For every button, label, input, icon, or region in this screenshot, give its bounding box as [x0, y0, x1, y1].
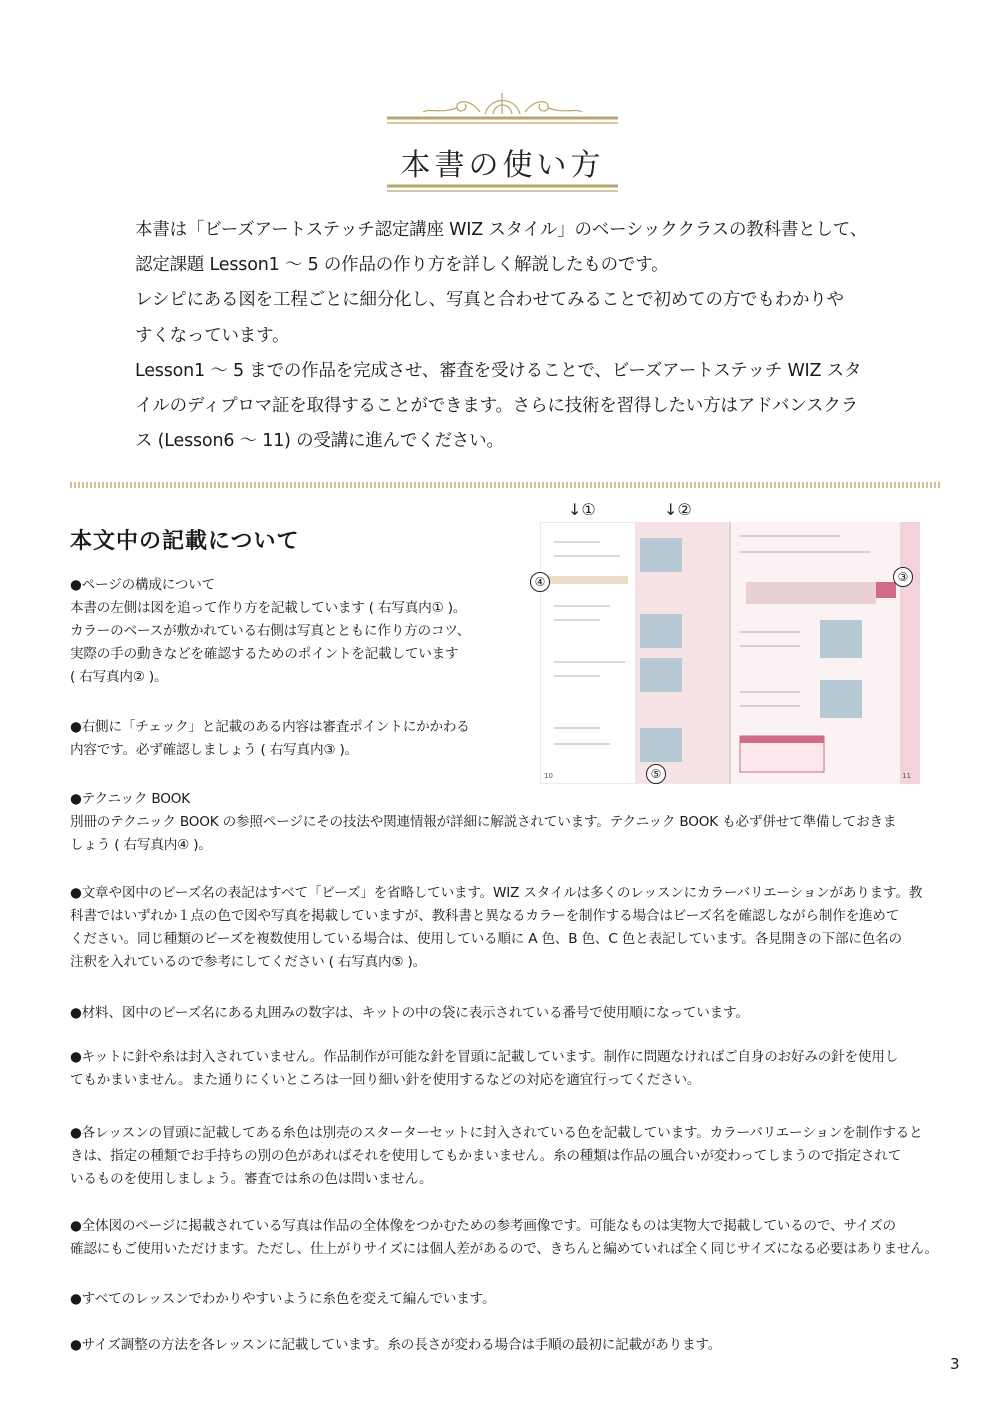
check-block	[70, 716, 510, 762]
section-divider	[70, 482, 942, 488]
block-line: ●すべてのレッスンでわかりやすいように糸色を変えて編んでいます。	[70, 1291, 496, 1307]
intro-paragraph	[135, 213, 895, 459]
block-line: 内容です。必ず確認しましょう ( 右写真内③ )。	[70, 742, 358, 758]
block-line: ( 右写真内② )。	[70, 669, 168, 685]
block-line: 本書の左側は図を追って作り方を記載しています ( 右写真内① )。	[70, 600, 467, 616]
marker-4: ④	[530, 572, 550, 592]
intro-line: Lesson1 ～ 5 までの作品を完成させ、審査を受けることで、ビーズアートステッチ WIZ スタ	[135, 360, 862, 381]
photos-block	[70, 1215, 945, 1261]
materials-block	[70, 1002, 945, 1025]
marker-2: ↓②	[664, 500, 692, 519]
block-line: きは、指定の種類でお手持ちの別の色があればそれを使用してもかまいません。糸の種類は作品の風合いが変わってしまうので指定されて	[70, 1148, 902, 1164]
block-line: 確認にもご使用いただけます。ただし、仕上がりサイズには個人差があるので、きちんと編めていれば全く同じサイズになる必要はありません。	[70, 1241, 938, 1257]
spread-left-page-number: 10	[544, 772, 553, 780]
block-line: ●キットに針や糸は封入されていません。作品制作が可能な針を冒頭に記載しています。制作に問題なければご自身のお好みの針を使用し	[70, 1049, 899, 1065]
spread-illustration	[540, 522, 920, 784]
marker-5: ⑤	[646, 764, 666, 784]
marker-1: ↓①	[568, 500, 596, 519]
block-line: 科書ではいずれか１点の色で図や写真を掲載していますが、教科書と異なるカラーを制作する場合はビーズ名を確認しながら制作を進めて	[70, 908, 900, 924]
block-line: 実際の手の動きなどを確認するためのポイントを記載しています	[70, 646, 459, 662]
intro-line: 本書は「ビーズアートステッチ認定講座 WIZ スタイル」のベーシッククラスの教科書として、	[135, 220, 868, 240]
block-line: ●文章や図中のビーズ名の表記はすべて「ビーズ」を省略しています。WIZ スタイルは多くのレッスンにカラーバリエーションがあります。教	[70, 885, 923, 901]
thread-block	[70, 1122, 945, 1191]
block-line: いるものを使用しましょう。審査では糸の色は問いません。	[70, 1171, 433, 1187]
intro-line: レシピにある図を工程ごとに細分化し、写真と合わせてみることで初めての方でもわかりや	[135, 290, 844, 311]
page-structure-block	[70, 574, 510, 689]
section-title: 本文中の記載について	[70, 528, 300, 554]
intro-line: すくなっています。	[135, 325, 290, 346]
block-line: ●サイズ調整の方法を各レッスンに記載しています。糸の長さが変わる場合は手順の最初に記載があります。	[70, 1337, 722, 1353]
technique-block	[70, 788, 945, 857]
intro-line: ス (Lesson6 ～ 11) の受講に進んでください。	[135, 431, 504, 452]
block-line: カラーのベースが敷かれている右側は写真とともに作り方のコツ、	[70, 623, 471, 639]
colors-block	[70, 1288, 945, 1311]
spread-right-page-number: 11	[902, 772, 911, 780]
block-line: ください。同じ種類のビーズを複数使用している場合は、使用している順に A 色、B 色、C 色と表記しています。各見開きの下部に色名の	[70, 931, 902, 947]
page-title: 本書の使い方	[400, 148, 605, 183]
marker-3: ③	[893, 567, 913, 587]
block-line: てもかまいません。また通りにくいところは一回り細い針を使用するなどの対応を適宜行ってください。	[70, 1072, 701, 1088]
needle-block	[70, 1046, 945, 1092]
block-line: ●材料、図中のビーズ名にある丸囲みの数字は、キットの中の袋に表示されている番号で使用順になっています。	[70, 1005, 749, 1021]
block-line: しょう ( 右写真内④ )。	[70, 837, 212, 853]
page-number: 3	[950, 1355, 960, 1373]
bead-names-block	[70, 882, 945, 974]
block-heading: ●テクニック BOOK	[70, 791, 190, 807]
block-heading: ●ページの構成について	[70, 577, 216, 593]
block-line: 別冊のテクニック BOOK の参照ページにその技法や関連情報が詳細に解説されています。テクニック BOOK も必ず併せて準備しておきま	[70, 814, 897, 830]
block-line: 注釈を入れているので参考にしてください ( 右写真内⑤ )。	[70, 954, 427, 970]
book-spread-figure	[534, 500, 920, 784]
block-line: ●各レッスンの冒頭に記載してある糸色は別売のスターターセットに封入されている色を記載しています。カラーバリエーションを制作すると	[70, 1125, 923, 1141]
block-line: ●全体図のページに掲載されている写真は作品の全体像をつかむための参考画像です。可能なものは実物大で掲載しているので、サイズの	[70, 1218, 896, 1234]
size-block	[70, 1334, 945, 1357]
block-line: ●右側に「チェック」と記載のある内容は審査ポイントにかかわる	[70, 719, 470, 735]
intro-line: イルのディプロマ証を取得することができます。さらに技術を習得したい方はアドバンスクラ	[135, 396, 858, 417]
intro-line: 認定課題 Lesson1 ～ 5 の作品の作り方を詳しく解説したものです。	[135, 255, 669, 276]
